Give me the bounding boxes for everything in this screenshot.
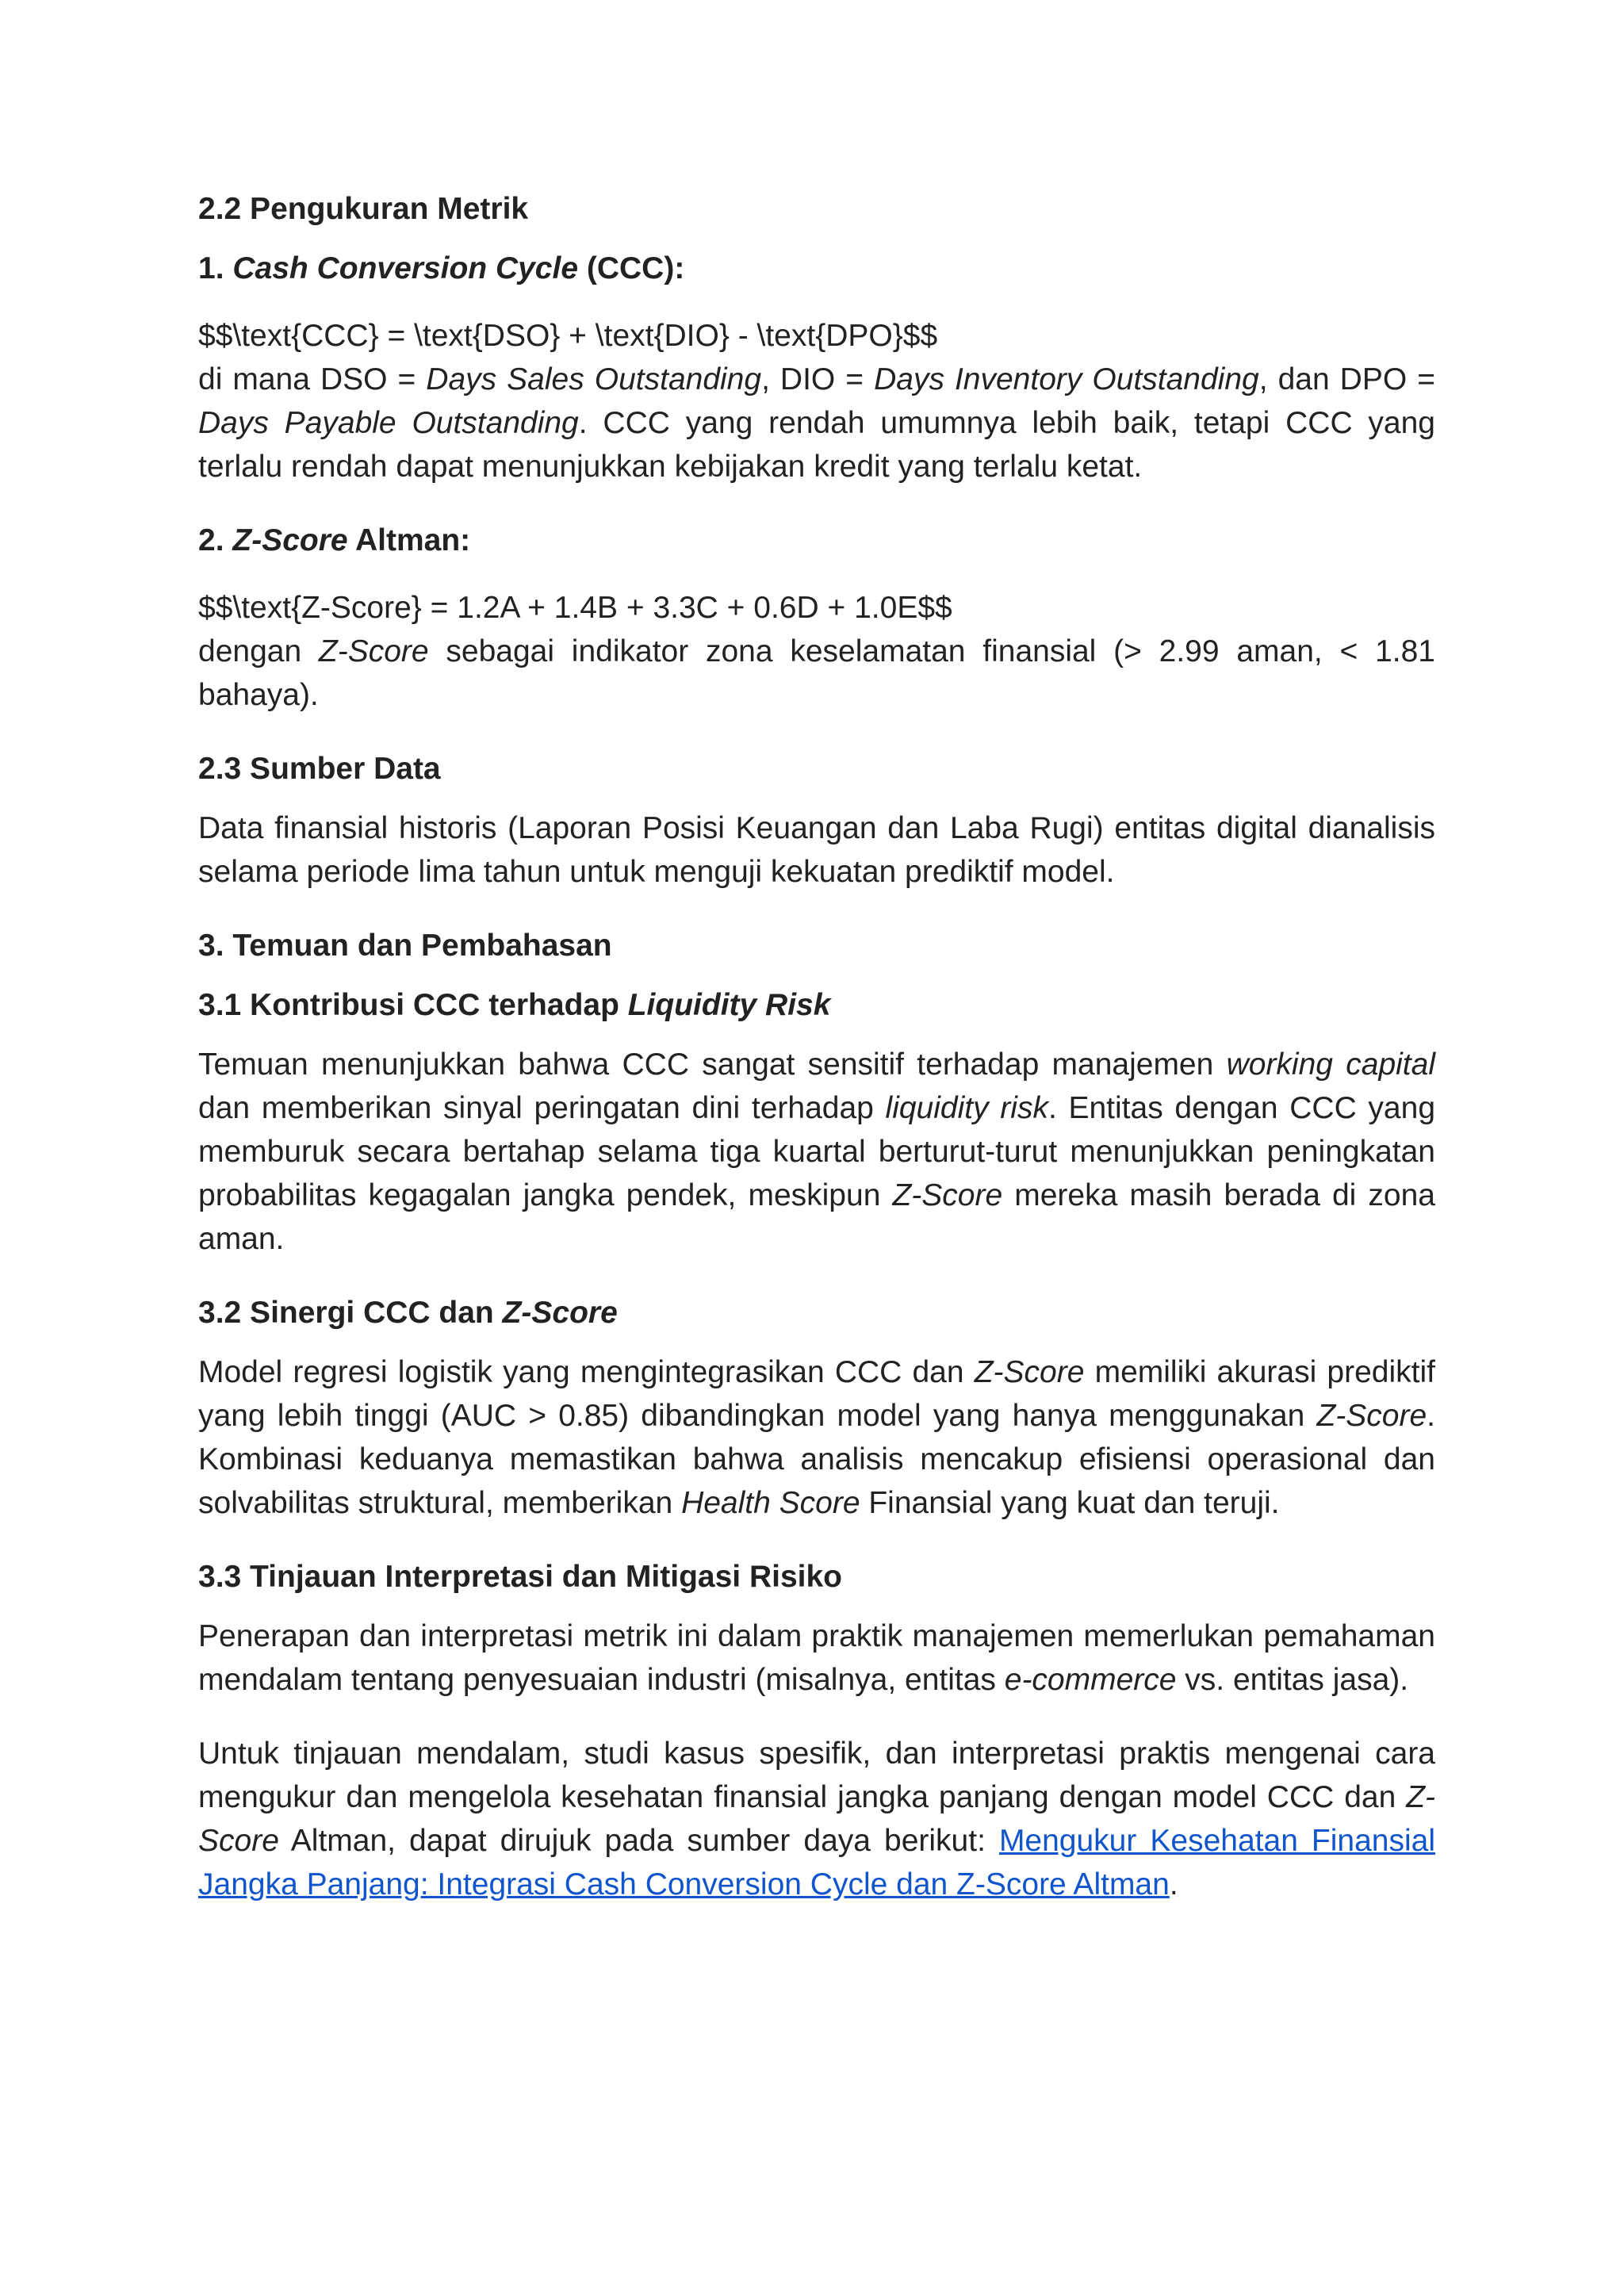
interpretation-paragraph [198, 1614, 1435, 1702]
reference-link[interactable]: Mengukur Kesehatan Finansial Jangka Panjang: Integrasi Cash Conversion Cycle dan Z-Score Altman [198, 1824, 1435, 1901]
document-page [198, 187, 1435, 1906]
heading-italic: Z-Score [232, 523, 348, 557]
heading-text: 2.3 Sumber Data [198, 752, 441, 786]
italic-term: Z-Score [892, 1178, 1003, 1212]
text-run: di mana DSO = [198, 362, 427, 396]
heading-rest: (CCC): [578, 251, 685, 285]
text-run: Altman, dapat dirujuk pada sumber daya berikut: [278, 1824, 999, 1858]
text-run: memiliki akurasi prediktif yang lebih tinggi (AUC > 0.85) dibandingkan model yang hanya menggunakan [198, 1355, 1435, 1433]
italic-term: Days Sales Outstanding [426, 362, 762, 396]
text-run: sebagai indikator zona keselamatan finansial (> 2.99 aman, < 1.81 bahaya). [198, 634, 1435, 712]
zscore-description [198, 630, 1435, 717]
text-run: Temuan menunjukkan bahwa CCC sangat sensitif terhadap manajemen [198, 1047, 1227, 1082]
heading-number: 2. [198, 523, 233, 557]
heading-italic: Z-Score [502, 1296, 618, 1330]
heading-text: 3. Temuan dan Pembahasan [198, 929, 612, 963]
ccc-description [198, 358, 1435, 488]
heading-italic: Liquidity Risk [627, 988, 831, 1022]
text-run: mereka masih berada di zona aman. [198, 1178, 1435, 1256]
italic-term: e-commerce [1004, 1663, 1177, 1697]
section-heading-2-2 [198, 187, 1435, 231]
section-heading-3-3 [198, 1555, 1435, 1599]
heading-italic: Cash Conversion Cycle [232, 251, 579, 285]
heading-text: 3.1 Kontribusi CCC terhadap [198, 988, 628, 1022]
text-run: dengan [198, 634, 319, 668]
section-heading-2-3 [198, 747, 1435, 791]
text-run: , DIO = [761, 362, 875, 396]
heading-text: 3.2 Sinergi CCC dan [198, 1296, 503, 1330]
text-run: Finansial yang kuat dan teruji. [860, 1486, 1280, 1520]
italic-term: Z-Score [974, 1355, 1085, 1389]
text-run: vs. entitas jasa). [1176, 1663, 1409, 1697]
text-run: . CCC yang rendah umumnya lebih baik, tetapi CCC yang terlalu rendah dapat menunjukkan kebijakan kredit yang terlalu ketat. [198, 406, 1436, 484]
italic-term: Days Inventory Outstanding [874, 362, 1259, 396]
italic-term: working capital [1226, 1047, 1435, 1082]
text-run: . [1169, 1867, 1178, 1901]
formula-text: $$\text{CCC} = \text{DSO} + \text{DIO} - \text{DPO}$$ [198, 319, 938, 353]
italic-term: Health Score [681, 1486, 860, 1520]
zscore-formula [198, 586, 1435, 630]
italic-term: Days Payable Outstanding [198, 406, 579, 440]
italic-term: liquidity risk [885, 1091, 1048, 1125]
text-run: Penerapan dan interpretasi metrik ini dalam praktik manajemen memerlukan pemahaman mendalam tentang penyesuaian industri (misalnya, entitas [198, 1619, 1435, 1697]
section-heading-3-2 [198, 1291, 1435, 1335]
heading-text: 3.3 Tinjauan Interpretasi dan Mitigasi Risiko [198, 1560, 842, 1594]
metric-heading-zscore [198, 519, 1435, 562]
text-run: dan memberikan sinyal peringatan dini terhadap [198, 1091, 886, 1125]
italic-term: Z-Score [198, 1780, 1435, 1858]
section-heading-3 [198, 924, 1435, 967]
section-heading-3-1 [198, 983, 1435, 1027]
text-run: . Kombinasi keduanya memastikan bahwa analisis mencakup efisiensi operasional dan solvabilitas struktural, memberikan [198, 1399, 1435, 1520]
italic-term: Z-Score [1316, 1399, 1427, 1433]
heading-text: 2.2 Pengukuran Metrik [198, 192, 529, 226]
data-source-paragraph [198, 806, 1435, 894]
text-run: , dan DPO = [1258, 362, 1435, 396]
text-run: Untuk tinjauan mendalam, studi kasus spesifik, dan interpretasi praktis mengenai cara mengukur dan mengelola kesehatan finansial jangka panjang dengan model CCC dan [198, 1737, 1435, 1814]
heading-number: 1. [198, 251, 233, 285]
synergy-paragraph [198, 1350, 1435, 1525]
metric-heading-ccc [198, 247, 1435, 290]
ccc-liquidity-paragraph [198, 1043, 1435, 1261]
text-run: Model regresi logistik yang mengintegrasikan CCC dan [198, 1355, 975, 1389]
paragraph-text: Data finansial historis (Laporan Posisi Keuangan dan Laba Rugi) entitas digital dianalisis selama periode lima tahun untuk menguji kekuatan prediktif model. [198, 811, 1435, 889]
text-run: . Entitas dengan CCC yang memburuk secara bertahap selama tiga kuartal berturut-turut menunjukkan peningkatan probabilitas kegagalan jangka pendek, meskipun [198, 1091, 1436, 1212]
formula-text: $$\text{Z-Score} = 1.2A + 1.4B + 3.3C + 0.6D + 1.0E$$ [198, 591, 952, 625]
ccc-formula [198, 314, 1435, 358]
heading-rest: Altman: [347, 523, 471, 557]
reference-paragraph [198, 1732, 1435, 1906]
italic-term: Z-Score [318, 634, 429, 668]
